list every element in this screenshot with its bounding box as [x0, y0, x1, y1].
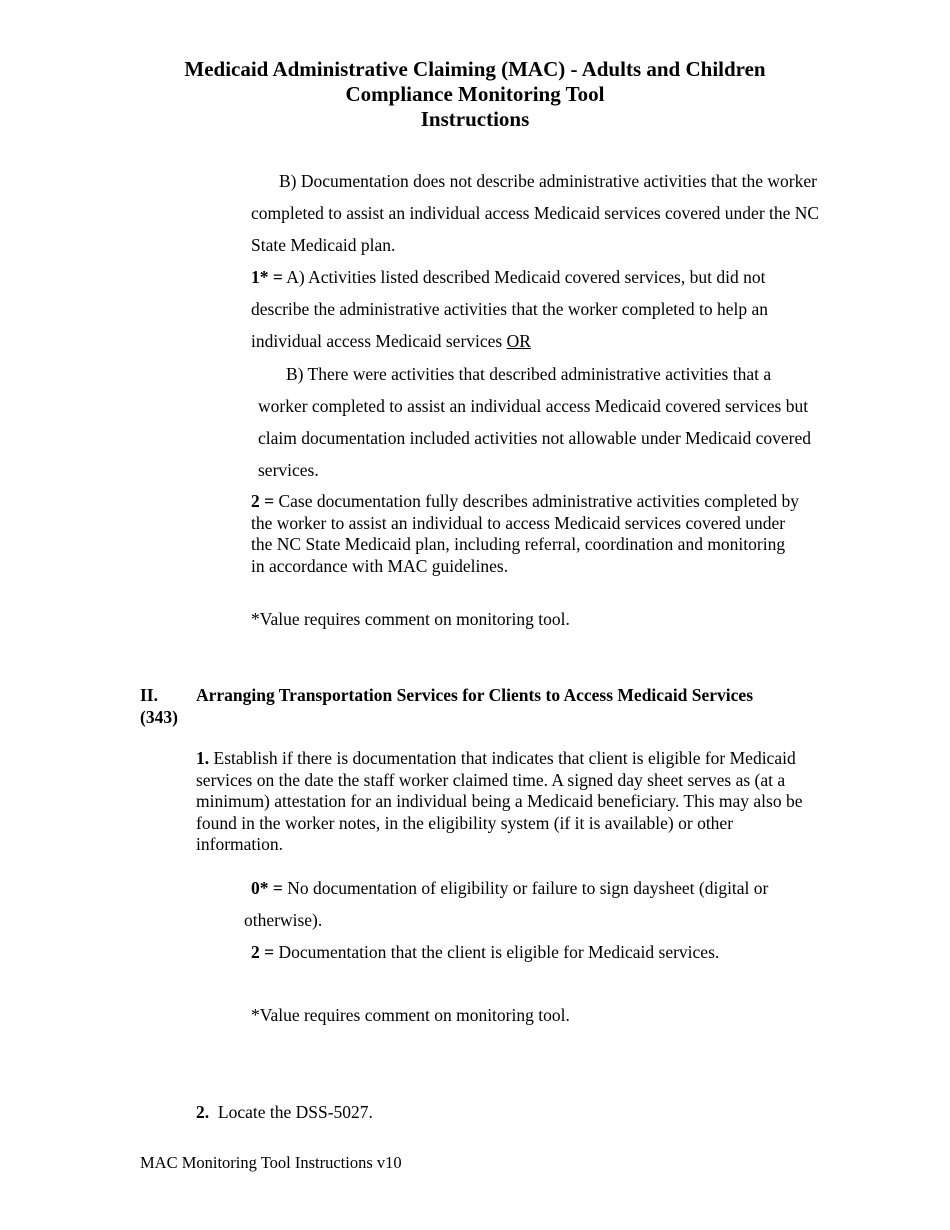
score-1-option-b-paragraph: B) There were activities that described administrative activities that a worker completed to assist an individual access Medicaid covered services but claim documentation included activities not allowable under Medicaid covered services.: [258, 364, 812, 480]
eligibility-score-2-label: 2 =: [251, 942, 275, 962]
score-2-text: Case documentation fully describes administrative activities completed by the worker to assist an individual to access Medicaid services covered under the NC State Medicaid plan, including referral, coordination and monitoring in accordance with MAC guidelines.: [251, 491, 799, 576]
item-1-paragraph: [196, 748, 808, 856]
score-1-label: 1* =: [251, 267, 283, 287]
score-2-label: 2 =: [251, 491, 275, 511]
score-0-paragraph: [251, 872, 831, 904]
item-1-text: Establish if there is documentation that indicates that client is eligible for Medicaid services on the date the staff worker claimed time. A signed day sheet serves as (at a minimum) attestation for an individual being a Medicaid beneficiary. This may also be found in the worker notes, in the eligibility system (if it is available) or other information.: [196, 748, 803, 854]
document-title: [0, 57, 950, 132]
eligibility-score-2-text: Documentation that the client is eligible for Medicaid services.: [274, 942, 720, 962]
item-2-text: Locate the DSS-5027.: [209, 1102, 373, 1122]
title-line-2: Compliance Monitoring Tool: [345, 82, 605, 106]
title-line-3: Instructions: [420, 107, 530, 131]
comment-note: *Value requires comment on monitoring tool.: [251, 609, 570, 629]
section2-comment-note: *Value requires comment on monitoring tool.: [251, 1005, 570, 1025]
section-number: II.: [140, 685, 158, 705]
score-0-continuation: otherwise).: [244, 910, 323, 930]
score-1-or: OR: [506, 331, 531, 351]
item-2-label: 2.: [196, 1102, 210, 1122]
score-0-text: No documentation of eligibility or failure to sign daysheet (digital or: [282, 878, 769, 898]
title-line-1: Medicaid Administrative Claiming (MAC) - Adults and Children: [184, 57, 766, 81]
section-title: Arranging Transportation Services for Clients to Access Medicaid Services: [196, 685, 754, 705]
score-0-label: 0* =: [251, 878, 283, 898]
footer-text: MAC Monitoring Tool Instructions v10: [140, 1153, 402, 1172]
item-2-paragraph: [196, 1102, 756, 1124]
eligibility-score-2-paragraph: [251, 936, 831, 968]
score-2-paragraph: [251, 491, 801, 577]
item-1-label: 1.: [196, 748, 210, 768]
score-1-paragraph: [251, 261, 811, 357]
option-b-paragraph: B) Documentation does not describe administrative activities that the worker completed to assist an individual access Medicaid services covered under the NC State Medicaid plan.: [251, 171, 820, 255]
score-1-text: A) Activities listed described Medicaid covered services, but did not describe the administrative activities that the worker completed to help an individual access Medicaid services: [251, 267, 769, 351]
section-code: (343): [140, 707, 178, 727]
